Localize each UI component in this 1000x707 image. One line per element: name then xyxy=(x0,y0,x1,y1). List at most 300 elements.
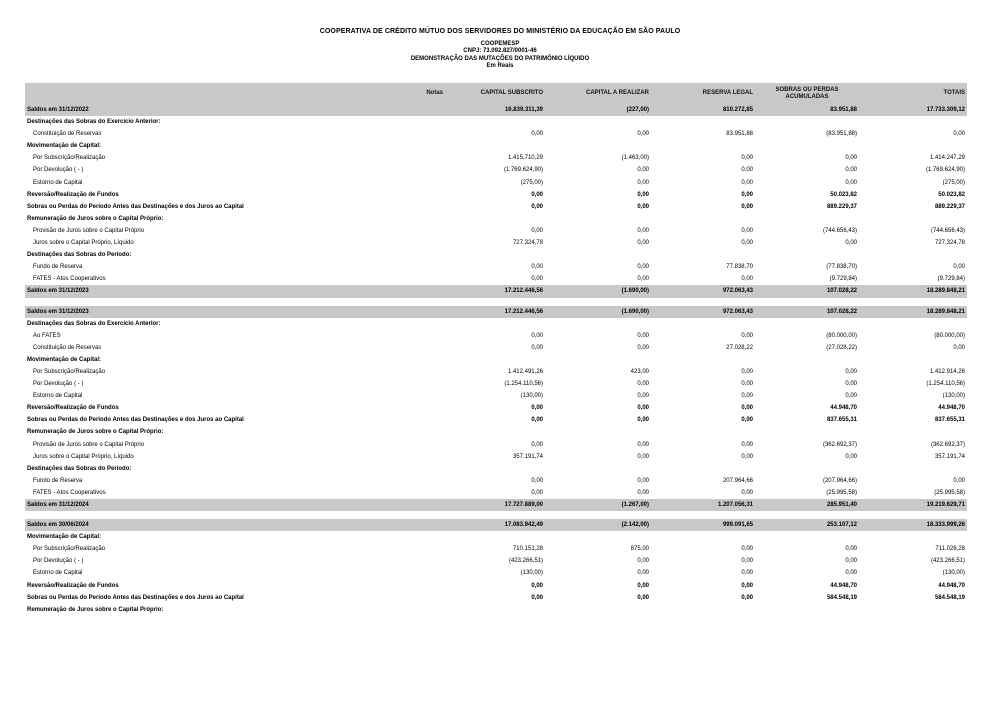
cell-capital-realizar: 0,00 xyxy=(637,489,649,496)
table-row xyxy=(25,592,967,604)
notes-cell xyxy=(365,189,445,201)
cell-capital-subscrito: (130,00) xyxy=(520,393,543,400)
notes-cell xyxy=(365,225,445,237)
cell-sobras-acumuladas: (9.729,84) xyxy=(829,276,857,283)
row-label: Fundo de Reserva xyxy=(33,477,83,484)
cell-sobras-acumuladas: 44.948,70 xyxy=(830,405,857,412)
notes-cell xyxy=(365,104,445,116)
cell-reserva-legal: 0,00 xyxy=(741,441,753,448)
header-sobras xyxy=(755,83,859,104)
cell-capital-realizar: 0,00 xyxy=(637,191,649,198)
notes-cell xyxy=(365,567,445,579)
cell-capital-subscrito: 0,00 xyxy=(531,405,543,412)
balance-row xyxy=(25,519,967,531)
table-row xyxy=(25,390,967,402)
row-label: Remuneração de Juros sobre o Capital Próprio: xyxy=(27,215,164,222)
cell-sobras-acumuladas: 889.229,37 xyxy=(826,203,857,210)
header-notes: Notas xyxy=(365,83,445,104)
notes-cell xyxy=(365,499,445,511)
cell-reserva-legal: 999.091,65 xyxy=(651,519,755,531)
cell-capital-realizar: 0,00 xyxy=(637,203,649,210)
row-label: Reversão/Realização de Fundos xyxy=(27,405,119,412)
cell-totais: 0,00 xyxy=(953,344,965,351)
row-label: Saldos em 31/12/2023 xyxy=(25,306,365,318)
notes-cell xyxy=(365,128,445,140)
cell-capital-subscrito: (1.254.110,56) xyxy=(504,381,543,388)
cell-capital-realizar: (1.463,00) xyxy=(621,155,649,162)
balance-row xyxy=(25,104,967,116)
cell-reserva-legal: 207.964,66 xyxy=(722,477,753,484)
balance-row xyxy=(25,499,967,511)
currency-note: Em Reais xyxy=(486,62,514,69)
header-capital-realizar: CAPITAL A REALIZAR xyxy=(545,83,651,104)
cell-sobras-acumuladas: (77.838,70) xyxy=(826,264,857,271)
header-sobras-line1: SOBRAS OU PERDAS xyxy=(775,86,839,93)
section-heading-row xyxy=(25,354,967,366)
cell-totais: (130,00) xyxy=(942,393,965,400)
row-label: Juros sobre o Capital Próprio, Líquido xyxy=(33,240,134,247)
header-description xyxy=(25,83,365,104)
cell-totais: (9.729,84) xyxy=(937,276,965,283)
cell-capital-subscrito: 0,00 xyxy=(531,344,543,351)
empty-cell xyxy=(365,426,967,438)
row-label: Constituição de Reservas xyxy=(33,344,102,351)
cell-capital-subscrito: (130,00) xyxy=(520,570,543,577)
cell-reserva-legal: 972.063,43 xyxy=(651,285,755,297)
cell-totais: (275,00) xyxy=(942,179,965,186)
notes-cell xyxy=(365,402,445,414)
cell-capital-realizar: 0,00 xyxy=(637,393,649,400)
cell-sobras-acumuladas: 83.951,88 xyxy=(755,104,859,116)
row-label: Estorno de Capital xyxy=(33,570,83,577)
cell-sobras-acumuladas: (80.000,00) xyxy=(826,332,857,339)
cell-capital-realizar: 0,00 xyxy=(637,405,649,412)
table-row xyxy=(25,555,967,567)
header-totais: TOTAIS xyxy=(859,83,967,104)
header-capital-subscrito: CAPITAL SUBSCRITO xyxy=(445,83,545,104)
notes-cell xyxy=(365,519,445,531)
empty-cell xyxy=(365,116,967,128)
notes-cell xyxy=(365,164,445,176)
short-name: COOPEMESP xyxy=(480,41,520,47)
header-reserva-legal: RESERVA LEGAL xyxy=(651,83,755,104)
table-row xyxy=(25,201,967,213)
row-label: Movimentação de Capital: xyxy=(27,534,102,541)
cell-totais: 0,00 xyxy=(953,131,965,138)
cell-capital-subscrito: (275,00) xyxy=(520,179,543,186)
cell-reserva-legal: 0,00 xyxy=(741,393,753,400)
row-label: Reversão/Realização de Fundos xyxy=(27,191,119,198)
cell-sobras-acumuladas: (744.656,43) xyxy=(822,227,857,234)
row-label: Provisão de Juros sobre o Capital Próprio xyxy=(33,441,145,448)
cell-sobras-acumuladas: 0,00 xyxy=(845,368,857,375)
cell-capital-subscrito: 0,00 xyxy=(531,417,543,424)
section-heading-row xyxy=(25,116,967,128)
spacer-cell xyxy=(25,511,967,519)
section-heading-row xyxy=(25,140,967,152)
cell-capital-realizar: 0,00 xyxy=(637,558,649,565)
balance-row xyxy=(25,306,967,318)
cell-sobras-acumuladas: (25.995,58) xyxy=(826,489,857,496)
cell-reserva-legal: 0,00 xyxy=(741,558,753,565)
cell-capital-realizar: 0,00 xyxy=(637,240,649,247)
cell-sobras-acumuladas: 0,00 xyxy=(845,167,857,174)
table-row xyxy=(25,580,967,592)
empty-cell xyxy=(365,604,967,616)
cell-capital-realizar: 0,00 xyxy=(637,594,649,601)
cell-capital-subscrito: 0,00 xyxy=(531,582,543,589)
notes-cell xyxy=(365,273,445,285)
cell-capital-subscrito: 17.083.942,49 xyxy=(445,519,545,531)
cell-totais: 357.191,74 xyxy=(934,453,965,460)
cell-capital-subscrito: 0,00 xyxy=(531,489,543,496)
notes-cell xyxy=(365,330,445,342)
cell-sobras-acumuladas: 253.107,12 xyxy=(755,519,859,531)
cell-capital-realizar: 0,00 xyxy=(637,179,649,186)
spacer-row xyxy=(25,298,967,306)
cell-totais: (25.995,58) xyxy=(934,489,965,496)
cell-reserva-legal: 83.951,88 xyxy=(726,131,753,138)
row-label: Sobras ou Perdas do Período Antes das Destinações e dos Juros ao Capital xyxy=(27,594,244,601)
cell-capital-realizar: 0,00 xyxy=(637,332,649,339)
cell-sobras-acumuladas: (207.964,66) xyxy=(822,477,857,484)
cell-capital-subscrito: 1.412.491,26 xyxy=(507,368,543,375)
table-row xyxy=(25,189,967,201)
cell-sobras-acumuladas: 0,00 xyxy=(845,453,857,460)
notes-cell xyxy=(365,592,445,604)
table-row xyxy=(25,439,967,451)
row-label: Saldos em 31/12/2024 xyxy=(25,499,365,511)
cell-reserva-legal: 0,00 xyxy=(741,546,753,553)
notes-cell xyxy=(365,543,445,555)
cell-totais: 19.219.629,71 xyxy=(859,499,967,511)
cell-totais: 17.733.309,12 xyxy=(859,104,967,116)
row-label: Destinações das Sobras do Período: xyxy=(27,465,132,472)
table-row xyxy=(25,378,967,390)
table-row xyxy=(25,177,967,189)
section-heading-row xyxy=(25,426,967,438)
cell-capital-subscrito: 1.415.710,29 xyxy=(507,155,543,162)
table-row xyxy=(25,567,967,579)
notes-cell xyxy=(365,342,445,354)
cell-reserva-legal: 810.272,85 xyxy=(651,104,755,116)
cell-sobras-acumuladas: 107.028,22 xyxy=(755,285,859,297)
cell-totais: (362.692,37) xyxy=(930,441,965,448)
cell-sobras-acumuladas: 0,00 xyxy=(845,546,857,553)
cell-sobras-acumuladas: (362.692,37) xyxy=(822,441,857,448)
cell-capital-realizar: 0,00 xyxy=(637,417,649,424)
cell-totais: (130,00) xyxy=(942,570,965,577)
row-label: Saldos em 31/12/2022 xyxy=(25,104,365,116)
cell-capital-subscrito: 0,00 xyxy=(531,441,543,448)
row-label: FATES - Atos Cooperativos xyxy=(33,489,106,496)
section-heading-row xyxy=(25,213,967,225)
cell-totais: 1.412.914,26 xyxy=(929,368,965,375)
cell-reserva-legal: 0,00 xyxy=(741,417,753,424)
cell-totais: 1.414.247,29 xyxy=(929,155,965,162)
row-label: Destinações das Sobras do Exercício Anterior: xyxy=(27,119,161,126)
row-label: Por Subscrição/Realização xyxy=(33,546,106,553)
table-row xyxy=(25,164,967,176)
row-label: Ao FATES xyxy=(33,332,61,339)
notes-cell xyxy=(365,306,445,318)
cell-reserva-legal: 0,00 xyxy=(741,203,753,210)
notes-cell xyxy=(365,177,445,189)
cell-reserva-legal: 0,00 xyxy=(741,240,753,247)
notes-cell xyxy=(365,475,445,487)
row-label: Por Devolução ( - ) xyxy=(33,558,84,565)
notes-cell xyxy=(365,414,445,426)
cell-totais: 50.023,82 xyxy=(938,191,965,198)
notes-cell xyxy=(365,451,445,463)
cell-totais: 727.324,78 xyxy=(934,240,965,247)
row-label: FATES - Atos Cooperativos xyxy=(33,276,106,283)
cell-totais: (1.769.624,90) xyxy=(925,167,965,174)
cell-sobras-acumuladas: 0,00 xyxy=(845,570,857,577)
cnpj: CNPJ: 73.092.827/0001-46 xyxy=(463,48,537,55)
row-label: Juros sobre o Capital Próprio, Líquido xyxy=(33,453,134,460)
row-label: Saldos em 31/12/2023 xyxy=(25,285,365,297)
cell-reserva-legal: 0,00 xyxy=(741,381,753,388)
section-heading-row xyxy=(25,604,967,616)
cell-reserva-legal: 0,00 xyxy=(741,332,753,339)
cell-capital-realizar: 0,00 xyxy=(637,441,649,448)
table-row xyxy=(25,330,967,342)
cell-totais: 711.026,28 xyxy=(935,546,965,553)
table-row xyxy=(25,261,967,273)
spacer-cell xyxy=(25,298,967,306)
row-label: Remuneração de Juros sobre o Capital Próprio: xyxy=(27,429,164,436)
cell-capital-realizar: 0,00 xyxy=(637,477,649,484)
cell-sobras-acumuladas: 0,00 xyxy=(845,393,857,400)
cell-reserva-legal: 0,00 xyxy=(741,594,753,601)
cell-capital-subscrito: 0,00 xyxy=(531,477,543,484)
cell-reserva-legal: 0,00 xyxy=(741,227,753,234)
row-label: Fundo de Reserva xyxy=(33,264,83,271)
equity-statement-table xyxy=(25,83,967,616)
cell-totais: (423.266,51) xyxy=(930,558,965,565)
cell-capital-subscrito: 17.212.446,56 xyxy=(445,306,545,318)
table-row xyxy=(25,475,967,487)
notes-cell xyxy=(365,555,445,567)
statement-title: DEMONSTRAÇÃO DAS MUTAÇÕES DO PATRIMÔNIO LÍQUIDO xyxy=(410,55,590,62)
organization-title: COOPERATIVA DE CRÉDITO MÚTUO DOS SERVIDORES DO MINISTÉRIO DA EDUCAÇÃO EM SÃO PAULO xyxy=(319,28,681,35)
cell-reserva-legal: 0,00 xyxy=(741,570,753,577)
cell-reserva-legal: 1.207.056,31 xyxy=(651,499,755,511)
cell-reserva-legal: 0,00 xyxy=(741,405,753,412)
cell-capital-realizar: 0,00 xyxy=(637,453,649,460)
cell-reserva-legal: 0,00 xyxy=(741,276,753,283)
cell-capital-realizar: (1.690,00) xyxy=(545,306,651,318)
table-row xyxy=(25,366,967,378)
row-label: Sobras ou Perdas do Período Antes das Destinações e dos Juros ao Capital xyxy=(27,203,244,210)
cell-totais: 44.948,70 xyxy=(938,405,965,412)
row-label: Estorno de Capital xyxy=(33,179,83,186)
table-row xyxy=(25,273,967,285)
notes-cell xyxy=(365,390,445,402)
notes-cell xyxy=(365,261,445,273)
table-row xyxy=(25,237,967,249)
empty-cell xyxy=(365,249,967,261)
cell-sobras-acumuladas: 837.655,31 xyxy=(826,417,857,424)
table-row xyxy=(25,451,967,463)
table-header xyxy=(25,83,967,104)
cell-totais: 889.229,37 xyxy=(934,203,965,210)
table-row xyxy=(25,402,967,414)
header-sobras-line2: ACUMULADAS xyxy=(785,93,829,100)
section-heading-row xyxy=(25,249,967,261)
cell-totais: 18.289.848,21 xyxy=(859,285,967,297)
cell-capital-subscrito: 0,00 xyxy=(531,332,543,339)
notes-cell xyxy=(365,378,445,390)
cell-sobras-acumuladas: 285.951,40 xyxy=(755,499,859,511)
cell-capital-subscrito: 0,00 xyxy=(531,594,543,601)
cell-reserva-legal: 0,00 xyxy=(741,453,753,460)
cell-capital-realizar: 0,00 xyxy=(637,227,649,234)
table-row xyxy=(25,414,967,426)
cell-totais: 0,00 xyxy=(953,477,965,484)
row-label: Por Subscrição/Realização xyxy=(33,155,106,162)
row-label: Destinações das Sobras do Período: xyxy=(27,252,132,259)
row-label: Movimentação de Capital: xyxy=(27,356,102,363)
cell-capital-subscrito: 17.727.889,00 xyxy=(445,499,545,511)
cell-capital-subscrito: 0,00 xyxy=(531,227,543,234)
notes-cell xyxy=(365,152,445,164)
row-label: Por Devolução ( - ) xyxy=(33,381,84,388)
cell-capital-subscrito: 17.212.446,56 xyxy=(445,285,545,297)
cell-totais: 584.548,19 xyxy=(934,594,965,601)
empty-cell xyxy=(365,213,967,225)
cell-reserva-legal: 0,00 xyxy=(741,179,753,186)
notes-cell xyxy=(365,237,445,249)
row-label: Por Subscrição/Realização xyxy=(33,368,106,375)
row-label: Constituição de Reservas xyxy=(33,131,102,138)
cell-capital-realizar: 875,00 xyxy=(630,546,649,553)
balance-row xyxy=(25,285,967,297)
cell-totais: (744.656,43) xyxy=(930,227,965,234)
cell-reserva-legal: 0,00 xyxy=(741,155,753,162)
row-label: Destinações das Sobras do Exercício Anterior: xyxy=(27,320,161,327)
table-row xyxy=(25,152,967,164)
cell-capital-realizar: 0,00 xyxy=(637,167,649,174)
cell-capital-subscrito: 0,00 xyxy=(531,203,543,210)
cell-sobras-acumuladas: (27.028,22) xyxy=(826,344,857,351)
table-row xyxy=(25,543,967,555)
cell-capital-subscrito: 727.324,78 xyxy=(512,240,543,247)
cell-capital-realizar: (2.142,00) xyxy=(545,519,651,531)
cell-capital-subscrito: (423.266,51) xyxy=(508,558,543,565)
cell-reserva-legal: 27.028,22 xyxy=(726,344,753,351)
cell-reserva-legal: 0,00 xyxy=(741,582,753,589)
empty-cell xyxy=(365,140,967,152)
row-label: Reversão/Realização de Fundos xyxy=(27,582,119,589)
cell-capital-realizar: 0,00 xyxy=(637,582,649,589)
cell-reserva-legal: 0,00 xyxy=(741,191,753,198)
cell-capital-subscrito: 0,00 xyxy=(531,276,543,283)
cell-sobras-acumuladas: 584.548,19 xyxy=(826,594,857,601)
cell-capital-realizar: (1.267,00) xyxy=(545,499,651,511)
row-label: Estorno de Capital xyxy=(33,393,83,400)
cell-totais: (1.254.110,56) xyxy=(926,381,965,388)
cell-capital-realizar: 423,00 xyxy=(630,368,649,375)
section-heading-row xyxy=(25,531,967,543)
notes-cell xyxy=(365,487,445,499)
table-row xyxy=(25,487,967,499)
cell-totais: 18.333.999,26 xyxy=(859,519,967,531)
empty-cell xyxy=(365,531,967,543)
empty-cell xyxy=(365,463,967,475)
cell-capital-subscrito: 0,00 xyxy=(531,131,543,138)
cell-reserva-legal: 972.063,43 xyxy=(651,306,755,318)
cell-sobras-acumuladas: 0,00 xyxy=(845,240,857,247)
row-label: Provisão de Juros sobre o Capital Próprio xyxy=(33,227,145,234)
section-heading-row xyxy=(25,463,967,475)
row-label: Por Devolução ( - ) xyxy=(33,167,84,174)
table-body xyxy=(25,104,967,616)
table-row xyxy=(25,128,967,140)
cell-capital-realizar: 0,00 xyxy=(637,381,649,388)
empty-cell xyxy=(365,318,967,330)
cell-capital-subscrito: 357.191,74 xyxy=(512,453,543,460)
cell-sobras-acumuladas: (83.951,88) xyxy=(826,131,857,138)
notes-cell xyxy=(365,201,445,213)
cell-capital-realizar: 0,00 xyxy=(637,264,649,271)
row-label: Saldos em 30/06/2024 xyxy=(25,519,365,531)
table-row xyxy=(25,225,967,237)
row-label: Remuneração de Juros sobre o Capital Próprio: xyxy=(27,606,164,613)
cell-capital-realizar: 0,00 xyxy=(637,344,649,351)
cell-sobras-acumuladas: 44.948,70 xyxy=(830,582,857,589)
cell-totais: 837.655,31 xyxy=(934,417,965,424)
cell-sobras-acumuladas: 0,00 xyxy=(845,558,857,565)
cell-capital-subscrito: (1.769.624,90) xyxy=(503,167,543,174)
cell-sobras-acumuladas: 0,00 xyxy=(845,381,857,388)
notes-cell xyxy=(365,366,445,378)
spacer-row xyxy=(25,511,967,519)
cell-sobras-acumuladas: 0,00 xyxy=(845,179,857,186)
cell-capital-subscrito: 0,00 xyxy=(531,191,543,198)
cell-sobras-acumuladas: 0,00 xyxy=(845,155,857,162)
section-heading-row xyxy=(25,318,967,330)
notes-cell xyxy=(365,580,445,592)
table-row xyxy=(25,342,967,354)
cell-totais: (80.000,00) xyxy=(934,332,965,339)
cell-reserva-legal: 0,00 xyxy=(741,368,753,375)
cell-capital-realizar: 0,00 xyxy=(637,276,649,283)
cell-capital-realizar: 0,00 xyxy=(637,131,649,138)
cell-capital-realizar: 0,00 xyxy=(637,570,649,577)
cell-capital-subscrito: 16.839.311,39 xyxy=(445,104,545,116)
cell-sobras-acumuladas: 107.028,22 xyxy=(755,306,859,318)
notes-cell xyxy=(365,439,445,451)
row-label: Movimentação de Capital: xyxy=(27,143,102,150)
cell-sobras-acumuladas: 50.023,82 xyxy=(830,191,857,198)
cell-capital-subscrito: 0,00 xyxy=(531,264,543,271)
cell-reserva-legal: 0,00 xyxy=(741,489,753,496)
statement-subtitle xyxy=(0,41,1000,70)
cell-capital-subscrito: 710.151,28 xyxy=(512,546,543,553)
cell-totais: 0,00 xyxy=(953,264,965,271)
row-label: Sobras ou Perdas do Período Antes das Destinações e dos Juros ao Capital xyxy=(27,417,244,424)
notes-cell xyxy=(365,285,445,297)
cell-reserva-legal: 0,00 xyxy=(741,167,753,174)
cell-totais: 18.289.848,21 xyxy=(859,306,967,318)
cell-capital-realizar: (1.690,00) xyxy=(545,285,651,297)
empty-cell xyxy=(365,354,967,366)
cell-totais: 44.948,70 xyxy=(938,582,965,589)
cell-capital-realizar: (227,00) xyxy=(545,104,651,116)
cell-reserva-legal: 77.838,70 xyxy=(726,264,753,271)
